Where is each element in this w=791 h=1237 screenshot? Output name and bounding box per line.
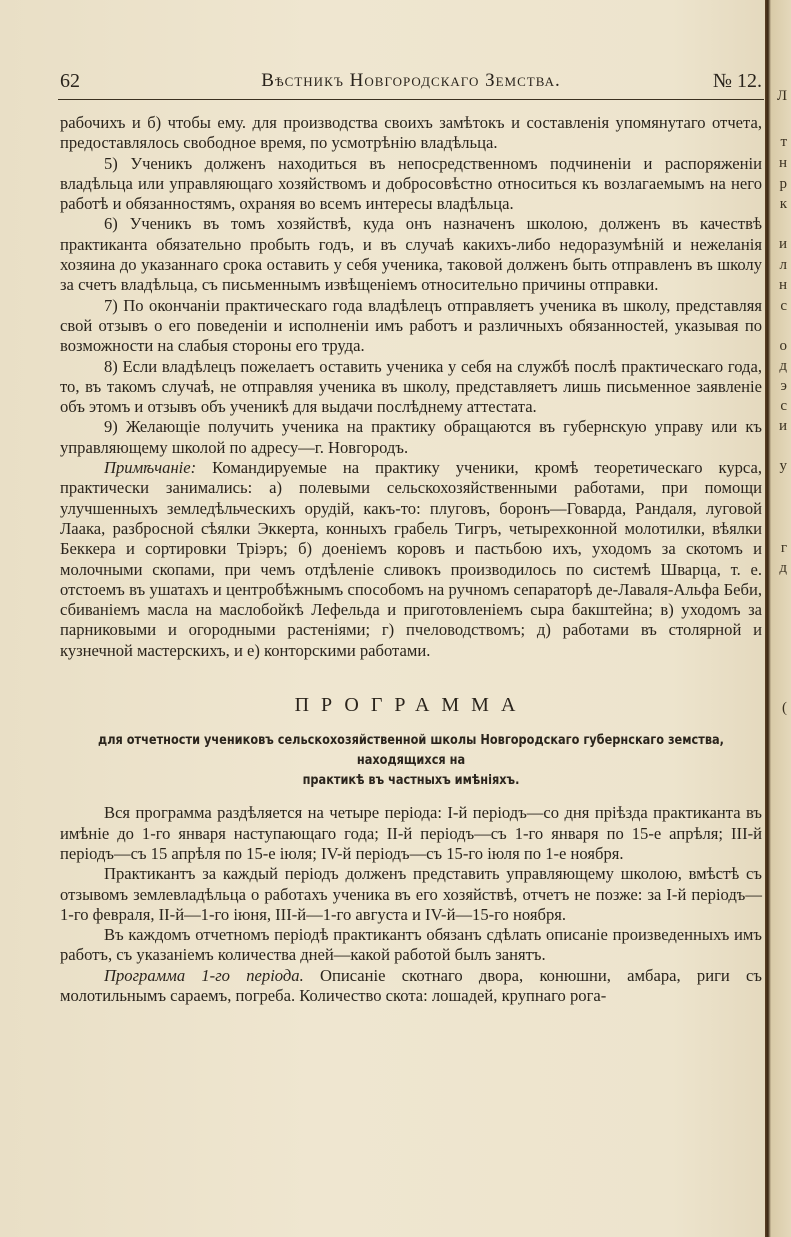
edge-letter: н bbox=[778, 155, 787, 171]
program-heading: ПРОГРАММА bbox=[294, 694, 528, 717]
paragraph: Практикантъ за каждый періодъ долженъ представить управляющему школою, вмѣстѣ съ отзывомъ землевладѣльца о работахъ ученика въ его хозяйствѣ, отчетъ не позже: за I-й періодъ—1-го февраля, II-й—1-го іюня, III-й—1-го августа и IV-й—15-го ноября. bbox=[60, 864, 762, 924]
paragraph: Въ каждомъ отчетномъ періодѣ практикантъ обязанъ сдѣлать описаніе произведенныхъ имъ работъ, съ указаніемъ количества дней—какой работой былъ занятъ. bbox=[60, 925, 762, 965]
body-text bbox=[60, 113, 762, 1006]
note-paragraph bbox=[60, 458, 762, 661]
program-subtitle: практикѣ въ частныхъ имѣніяхъ. bbox=[302, 773, 520, 789]
edge-letter: о bbox=[779, 338, 787, 354]
edge-letter: у bbox=[779, 458, 787, 474]
edge-letter: и bbox=[778, 236, 787, 252]
edge-letter: к bbox=[779, 196, 787, 212]
note-text: Командируемые на практику ученики, кромѣ теоретическаго курса, практически занимались: а) полевыми сельскохозяйственными работами, при помощи улучшенныхъ земледѣльческихъ орудій, какъ-то: плуговъ, боронъ—Говарда, Рандаля, луговой Лаака, разбросной сѣялки Эккерта, конныхъ грабель Тигръ, четырехконной молотилки, вѣялки Беккера и сортировки Тріэръ; б) доеніемъ коровъ и пастьбою ихъ, уходомъ за скотомъ и молочными скопами, при чемъ отдѣленіе сливокъ производилось по системѣ Шварца, т. е. отстоемъ въ ушатахъ и центробѣжнымъ способомъ на ручномъ сепараторѣ де-Лаваля-Альфа Беби, сбиваніемъ масла на маслобойкѣ Лефельда и приготовленіемъ сыра бакштейна; в) уходомъ за парниковыми и огородными растеніями; г) пчеловодствомъ; д) работами въ столярной и кузнечной мастерскихъ, и е) конторскими работами. bbox=[60, 458, 762, 660]
edge-letter: Л bbox=[776, 88, 787, 104]
edge-letter: д bbox=[779, 560, 787, 576]
period-text: Описаніе скотнаго двора, конюшни, амбара, риги съ молотильнымъ сараемъ, погреба. Количество скота: лошадей, крупнаго рога- bbox=[60, 965, 763, 1005]
edge-letter: ( bbox=[782, 700, 787, 716]
page-header bbox=[60, 66, 762, 96]
edge-letter: д bbox=[779, 358, 787, 374]
paragraph: рабочихъ и б) чтобы ему. для производства своихъ замѣтокъ и составленія упомянутаго отчета, предоставлялось свободное время, по усмотрѣнію владѣльца. bbox=[60, 113, 762, 153]
header-rule bbox=[58, 99, 764, 100]
edge-letter: с bbox=[780, 298, 787, 314]
page-number: 62 bbox=[60, 70, 80, 92]
note-lead: Примѣчаніе: bbox=[104, 458, 197, 478]
next-page-edge bbox=[765, 0, 791, 1237]
paragraph: 6) Ученикъ въ томъ хозяйствѣ, куда онъ назначенъ школою, долженъ въ качествѣ практиканта обязательно пробыть годъ, и въ случаѣ какихъ-либо недоразумѣній и нежеланія хозяина до указаннаго срока оставить у себя ученика, таковой долженъ быть отправленъ въ школу за счетъ владѣльца, съ письменнымъ извѣщеніемъ относительно причины отправки. bbox=[60, 214, 762, 295]
edge-letter: н bbox=[778, 277, 787, 293]
edge-letter: с bbox=[780, 398, 787, 414]
edge-letter: г bbox=[780, 540, 787, 556]
paragraph: 8) Если владѣлецъ пожелаетъ оставить ученика у себя на службѣ послѣ практическаго года, то, въ такомъ случаѣ, не отправляя ученика въ школу, представляетъ лишь письменное заявленіе объ этомъ и отзывъ объ ученикѣ для выдачи послѣднему аттестата. bbox=[60, 356, 762, 417]
issue-number: № 12. bbox=[712, 70, 762, 92]
paragraph: 9) Желающіе получить ученика на практику обращаются въ губернскую управу или къ управляющему школой по адресу—г. Новгородъ. bbox=[60, 417, 762, 457]
period-lead: Программа 1-го періода. bbox=[104, 965, 304, 985]
paragraph: 5) Ученикъ долженъ находиться въ непосредственномъ подчиненіи и распоряженіи владѣльца или управляющаго хозяйствомъ и добросовѣстно относиться къ возлагаемымъ на него работѣ и обязанностямъ, охраняя во всемъ интересы владѣльца. bbox=[60, 153, 762, 214]
edge-letter: э bbox=[780, 378, 787, 394]
paragraph: Вся программа раздѣляется на четыре періода: I-й періодъ—со дня пріѣзда практиканта въ имѣніе до 1-го января наступающаго года; II-й періодъ—съ 1-го января по 15-е апрѣля; III-й періодъ—съ 15 апрѣля по 15-е іюля; IV-й періодъ—съ 15-го іюля по 1-е ноября. bbox=[60, 803, 762, 863]
paragraph bbox=[60, 966, 762, 1007]
paragraph: 7) По окончаніи практическаго года владѣлецъ отправляетъ ученика въ школу, представляя свой отзывъ о его поведеніи и исполненіи имъ работъ и различныхъ обязанностей, указывая по возможности на слабыя стороны его труда. bbox=[60, 295, 762, 356]
edge-letter: т bbox=[780, 134, 787, 150]
running-title: Вѣстникъ Новгородскаго Земства. bbox=[261, 70, 561, 91]
edge-letter: л bbox=[779, 257, 787, 273]
program-subtitle: для отчетности учениковъ сельскохозяйственной школы Новгородскаго губернскаго земства, находящихся на bbox=[98, 733, 724, 769]
edge-letter: и bbox=[778, 418, 787, 434]
edge-letter: р bbox=[779, 176, 787, 192]
